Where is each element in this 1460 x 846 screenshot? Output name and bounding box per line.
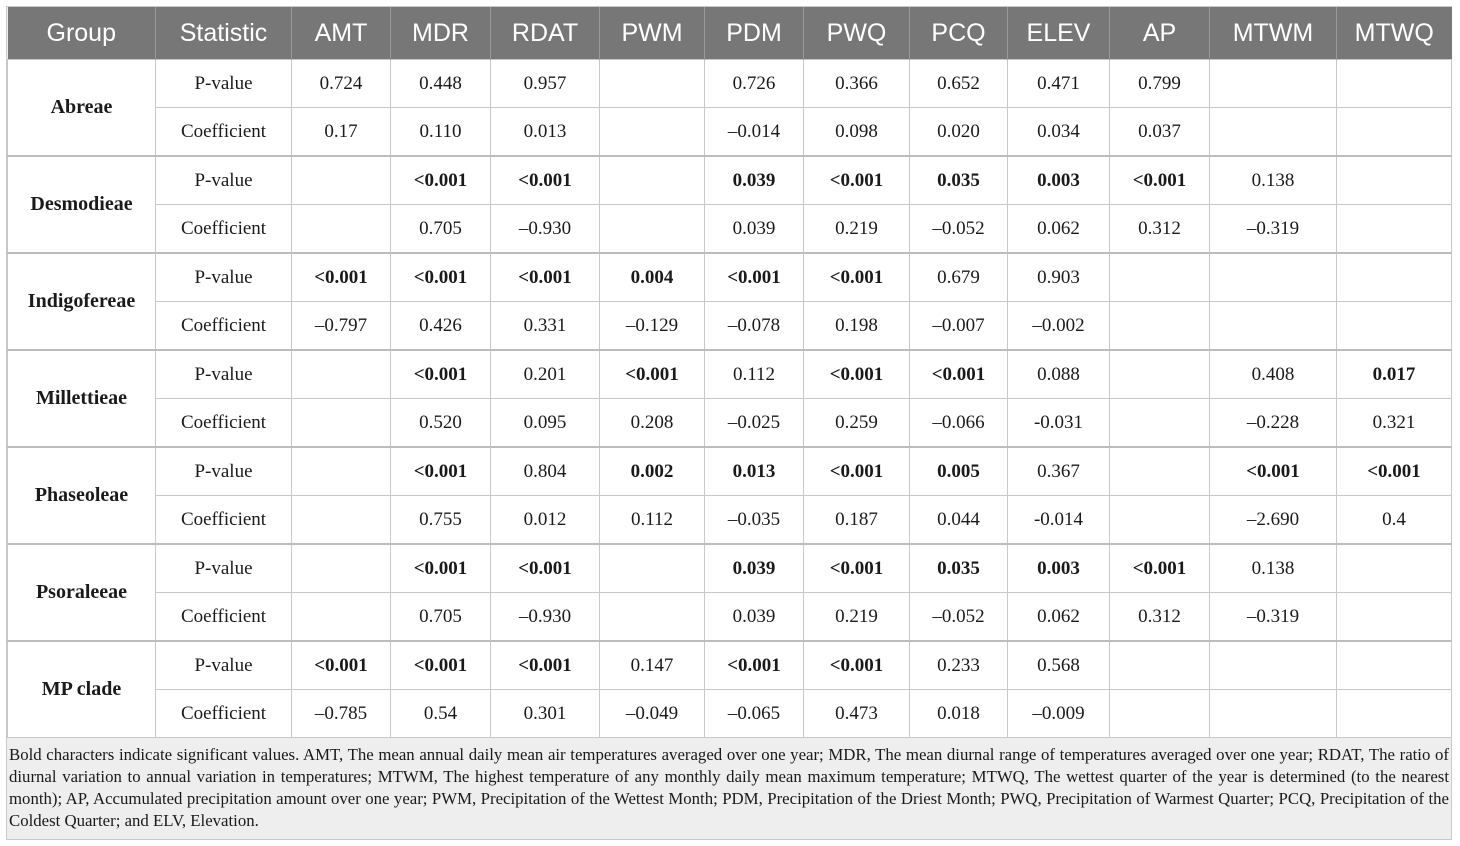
column-header-pcq: PCQ (910, 7, 1008, 60)
value-cell: –0.052 (910, 205, 1008, 254)
value-cell: 0.062 (1008, 593, 1110, 642)
value-cell: 0.705 (391, 205, 491, 254)
value-cell: 0.039 (705, 205, 804, 254)
value-cell: <0.001 (491, 253, 600, 302)
group-name: Abreae (8, 60, 156, 157)
value-cell: <0.001 (391, 156, 491, 205)
value-cell: –0.228 (1210, 399, 1337, 448)
value-cell (1337, 593, 1452, 642)
value-cell: <0.001 (705, 253, 804, 302)
value-cell (1210, 690, 1337, 738)
value-cell: 0.473 (804, 690, 910, 738)
value-cell: 0.004 (600, 253, 705, 302)
value-cell: <0.001 (804, 156, 910, 205)
value-cell: 0.4 (1337, 496, 1452, 545)
column-header-amt: AMT (292, 7, 391, 60)
value-cell (1210, 253, 1337, 302)
value-cell: –0.797 (292, 302, 391, 351)
value-cell: <0.001 (804, 641, 910, 690)
value-cell: –0.319 (1210, 205, 1337, 254)
value-cell (292, 593, 391, 642)
value-cell: <0.001 (391, 447, 491, 496)
statistic-label: P-value (156, 447, 292, 496)
value-cell: 0.013 (491, 108, 600, 157)
value-cell: 0.726 (705, 60, 804, 108)
value-cell: 0.957 (491, 60, 600, 108)
value-cell (1110, 690, 1210, 738)
value-cell: 0.198 (804, 302, 910, 351)
value-cell (600, 108, 705, 157)
value-cell: -0.014 (1008, 496, 1110, 545)
value-cell: 0.367 (1008, 447, 1110, 496)
value-cell: 0.037 (1110, 108, 1210, 157)
value-cell: <0.001 (804, 253, 910, 302)
value-cell (1110, 253, 1210, 302)
value-cell: –2.690 (1210, 496, 1337, 545)
group-name: Indigofereae (8, 253, 156, 350)
group-name: Psoraleeae (8, 544, 156, 641)
value-cell: 0.017 (1337, 350, 1452, 399)
value-cell (1110, 496, 1210, 545)
value-cell: <0.001 (491, 544, 600, 593)
value-cell (1337, 690, 1452, 738)
value-cell: –0.035 (705, 496, 804, 545)
value-cell: 0.331 (491, 302, 600, 351)
table-row (8, 544, 1452, 593)
value-cell: 0.005 (910, 447, 1008, 496)
table-row (8, 60, 1452, 108)
group-name: Phaseoleae (8, 447, 156, 544)
value-cell: 0.138 (1210, 156, 1337, 205)
value-cell: 0.035 (910, 544, 1008, 593)
value-cell: 0.54 (391, 690, 491, 738)
column-header-mtwq: MTWQ (1337, 7, 1452, 60)
table-row (8, 350, 1452, 399)
table-body (8, 60, 1452, 738)
value-cell: 0.039 (705, 593, 804, 642)
value-cell (292, 350, 391, 399)
value-cell (1110, 399, 1210, 448)
value-cell: 0.012 (491, 496, 600, 545)
value-cell: 0.201 (491, 350, 600, 399)
value-cell: 0.095 (491, 399, 600, 448)
statistic-label: Coefficient (156, 108, 292, 157)
statistic-label: Coefficient (156, 205, 292, 254)
value-cell: <0.001 (292, 253, 391, 302)
value-cell: 0.705 (391, 593, 491, 642)
value-cell: <0.001 (705, 641, 804, 690)
value-cell: –0.066 (910, 399, 1008, 448)
value-cell: 0.366 (804, 60, 910, 108)
header-row (8, 7, 1452, 60)
value-cell: –0.049 (600, 690, 705, 738)
column-header-pdm: PDM (705, 7, 804, 60)
value-cell: 0.568 (1008, 641, 1110, 690)
value-cell: –0.025 (705, 399, 804, 448)
value-cell: 0.17 (292, 108, 391, 157)
column-header-pwm: PWM (600, 7, 705, 60)
value-cell: 0.112 (705, 350, 804, 399)
value-cell (1337, 205, 1452, 254)
value-cell: –0.002 (1008, 302, 1110, 351)
value-cell (1110, 302, 1210, 351)
value-cell (1337, 544, 1452, 593)
statistic-label: Coefficient (156, 302, 292, 351)
value-cell: 0.408 (1210, 350, 1337, 399)
value-cell: 0.187 (804, 496, 910, 545)
value-cell: 0.110 (391, 108, 491, 157)
value-cell: <0.001 (391, 544, 491, 593)
value-cell: 0.138 (1210, 544, 1337, 593)
value-cell (600, 544, 705, 593)
value-cell: –0.078 (705, 302, 804, 351)
column-header-rdat: RDAT (491, 7, 600, 60)
value-cell: –0.052 (910, 593, 1008, 642)
column-header-mdr: MDR (391, 7, 491, 60)
value-cell: 0.018 (910, 690, 1008, 738)
value-cell: 0.035 (910, 156, 1008, 205)
value-cell (1337, 253, 1452, 302)
table-row (8, 302, 1452, 351)
value-cell: 0.112 (600, 496, 705, 545)
value-cell (292, 496, 391, 545)
column-header-elev: ELEV (1008, 7, 1110, 60)
value-cell: <0.001 (1210, 447, 1337, 496)
statistic-label: Coefficient (156, 399, 292, 448)
value-cell: <0.001 (292, 641, 391, 690)
table-row (8, 399, 1452, 448)
value-cell (1337, 108, 1452, 157)
value-cell (1110, 447, 1210, 496)
value-cell: 0.147 (600, 641, 705, 690)
value-cell: –0.014 (705, 108, 804, 157)
column-header-mtwm: MTWM (1210, 7, 1337, 60)
value-cell: –0.930 (491, 205, 600, 254)
value-cell: 0.219 (804, 593, 910, 642)
value-cell: 0.321 (1337, 399, 1452, 448)
value-cell: –0.930 (491, 593, 600, 642)
statistic-label: P-value (156, 350, 292, 399)
value-cell (1337, 641, 1452, 690)
data-table (7, 7, 1452, 738)
value-cell: <0.001 (391, 253, 491, 302)
value-cell (1110, 350, 1210, 399)
value-cell (600, 205, 705, 254)
value-cell (600, 60, 705, 108)
value-cell: 0.013 (705, 447, 804, 496)
value-cell: <0.001 (804, 447, 910, 496)
value-cell: 0.088 (1008, 350, 1110, 399)
value-cell: 0.903 (1008, 253, 1110, 302)
value-cell (292, 447, 391, 496)
table-row (8, 447, 1452, 496)
statistic-label: Coefficient (156, 496, 292, 545)
value-cell: <0.001 (391, 641, 491, 690)
table-footnote: Bold characters indicate significant values. AMT, The mean annual daily mean air temperatures averaged over one year; MDR, The mean diurnal range of temperatures averaged over one year; RDAT, The ratio of diurnal variation to annual variation in temperatures; MTWM, The highest temperature of any monthly daily mean maximum temperature; MTWQ, The wettest quarter of the year is determined (to the nearest month); AP, Accumulated precipitation amount over one year; PWM, Precipitation of the Wettest Month; PDM, Precipitation of the Driest Month; PWQ, Precipitation of Warmest Quarter; PCQ, Precipitation of the Coldest Quarter; and ELV, Elevation. (9, 745, 1449, 830)
statistic-label: P-value (156, 641, 292, 690)
column-header-ap: AP (1110, 7, 1210, 60)
value-cell: <0.001 (804, 350, 910, 399)
value-cell (1210, 60, 1337, 108)
statistic-label: P-value (156, 156, 292, 205)
statistic-label: Coefficient (156, 690, 292, 738)
value-cell (292, 399, 391, 448)
table-row (8, 205, 1452, 254)
table-row (8, 156, 1452, 205)
value-cell: 0.799 (1110, 60, 1210, 108)
table-row (8, 496, 1452, 545)
table-row (8, 690, 1452, 738)
value-cell (292, 156, 391, 205)
table-row (8, 641, 1452, 690)
value-cell: 0.039 (705, 156, 804, 205)
value-cell (1210, 302, 1337, 351)
value-cell (600, 156, 705, 205)
value-cell: 0.755 (391, 496, 491, 545)
value-cell: 0.652 (910, 60, 1008, 108)
value-cell: –0.009 (1008, 690, 1110, 738)
value-cell: 0.471 (1008, 60, 1110, 108)
value-cell: –0.129 (600, 302, 705, 351)
value-cell: 0.724 (292, 60, 391, 108)
value-cell: 0.312 (1110, 205, 1210, 254)
value-cell: <0.001 (391, 350, 491, 399)
value-cell: –0.319 (1210, 593, 1337, 642)
value-cell: 0.098 (804, 108, 910, 157)
value-cell: -0.031 (1008, 399, 1110, 448)
value-cell: 0.034 (1008, 108, 1110, 157)
value-cell: 0.804 (491, 447, 600, 496)
value-cell (1110, 641, 1210, 690)
value-cell: 0.208 (600, 399, 705, 448)
statistic-label: Coefficient (156, 593, 292, 642)
value-cell (292, 544, 391, 593)
value-cell: 0.426 (391, 302, 491, 351)
column-header-pwq: PWQ (804, 7, 910, 60)
group-name: Desmodieae (8, 156, 156, 253)
statistic-label: P-value (156, 60, 292, 108)
value-cell: 0.062 (1008, 205, 1110, 254)
value-cell: 0.039 (705, 544, 804, 593)
value-cell (600, 593, 705, 642)
group-name: Millettieae (8, 350, 156, 447)
table-frame (6, 6, 1452, 840)
value-cell (1337, 302, 1452, 351)
value-cell: –0.007 (910, 302, 1008, 351)
value-cell (292, 205, 391, 254)
value-cell: <0.001 (910, 350, 1008, 399)
value-cell: <0.001 (491, 156, 600, 205)
statistic-label: P-value (156, 253, 292, 302)
value-cell: 0.233 (910, 641, 1008, 690)
value-cell: 0.679 (910, 253, 1008, 302)
value-cell: –0.065 (705, 690, 804, 738)
value-cell: <0.001 (1337, 447, 1452, 496)
value-cell: 0.044 (910, 496, 1008, 545)
table-row (8, 593, 1452, 642)
value-cell: 0.003 (1008, 544, 1110, 593)
column-header-group: Group (8, 7, 156, 60)
value-cell: <0.001 (1110, 156, 1210, 205)
value-cell: 0.219 (804, 205, 910, 254)
value-cell: 0.312 (1110, 593, 1210, 642)
value-cell: 0.259 (804, 399, 910, 448)
value-cell: 0.003 (1008, 156, 1110, 205)
value-cell: 0.002 (600, 447, 705, 496)
value-cell (1337, 156, 1452, 205)
value-cell: <0.001 (1110, 544, 1210, 593)
column-header-statistic: Statistic (156, 7, 292, 60)
value-cell (1210, 641, 1337, 690)
value-cell: <0.001 (600, 350, 705, 399)
value-cell: <0.001 (804, 544, 910, 593)
value-cell: 0.301 (491, 690, 600, 738)
value-cell: 0.520 (391, 399, 491, 448)
value-cell (1337, 60, 1452, 108)
value-cell: 0.448 (391, 60, 491, 108)
group-name: MP clade (8, 641, 156, 738)
table-row (8, 108, 1452, 157)
table-row (8, 253, 1452, 302)
value-cell: 0.020 (910, 108, 1008, 157)
value-cell: –0.785 (292, 690, 391, 738)
statistic-label: P-value (156, 544, 292, 593)
value-cell: <0.001 (491, 641, 600, 690)
value-cell (1210, 108, 1337, 157)
